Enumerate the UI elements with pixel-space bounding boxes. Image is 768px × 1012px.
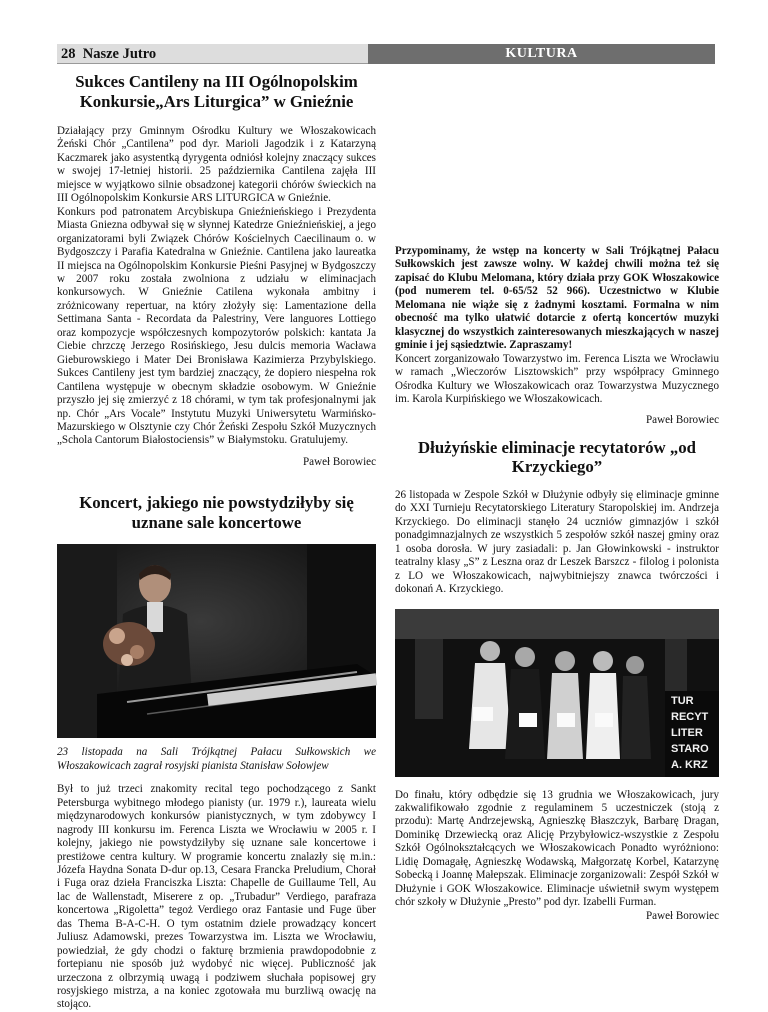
- article2-closing: Koncert zorganizowało Towarzystwo im. Ferenca Liszta we Wrocławiu w ramach „Wieczorów Lisztowskich” przy współpracy Gminnego Ośrodka Kultury we Włoszakowicach oraz Towarzystwa Muzycznego im. Karola Kurpińskiego we Włoszakowicach.: [395, 352, 719, 405]
- section-title: KULTURA: [368, 44, 715, 64]
- article1-paragraph-1: Działający przy Gminnym Ośrodku Kultury we Włoszakowicach Żeński Chór „Cantilena” pod dyr. Marioli Jagodzik i z Katarzyną Kaczmarek jako asystentką dyrygenta odniósł kolejny znaczący sukces w swojej 17-letniej historii. 25 października Cantilena zajęła III miejsce w wyjątkowo silnie obsadzonej kategorii chórów świeckich na III Ogólnopolskim Konkursie ARS LITURGICA w Gnieźnie.: [57, 125, 376, 205]
- header-left: [57, 44, 368, 64]
- banner-line: A. KRZ: [671, 758, 708, 771]
- banner-line: RECYT: [671, 710, 709, 723]
- page-header: [57, 44, 715, 64]
- left-column: [57, 70, 376, 1011]
- article2-title: Koncert, jakiego nie powstydziłyby się uznane sale koncertowe: [79, 493, 354, 532]
- article2-paragraph-1: Był to już trzeci znakomity recital tego pochodzącego z Sankt Petersburga wybitnego młodego pianisty (ur. 1979 r.), laureata wielu międzynarodowych konkursów pianistycznych, w tym zdobywcy I nagrody III konkursu im. Ferenca Liszta we Wrocławiu w 2005 r. I kolejny, jakiego nie powstydziłyby się uznane sale koncertowe i prestiżowe centra kultury. W programie koncertu znalazły się m.in.: Józefa Haydna Sonata D-dur op.13, Cesara Francka Preludium, Chorał i Fuga oraz dzieła Franciszka Liszta: Chapelle de Guillaume Tell, Au lac de Wallenstadt, Miserere z op. „Trubadur” Verdiego, parafraza koncertowa „Rigoletta” tegoż Verdiego oraz Fantasie und Fuge über das Thema B-A-C-H. O tym ostatnim dziele prowadzący koncert Juliusz Adamowski, prezes Towarzystwa im. Liszta we Wrocławiu, powiedział, że gdy chodzi o fakturę brzmienia prawdopodobnie z fortepianu nie sposób już wydobyć nic więcej. Publiczność jak urzeczona z olbrzymią uwagą i podziwem słuchała popisowej gry rosyjskiego mistrza, a na koniec zgotowała mu burzliwą owację na stojąco.: [57, 783, 376, 1011]
- banner-line: TUR: [671, 694, 694, 707]
- article3-author: Paweł Borowiec: [645, 909, 719, 922]
- pianist-photo-caption: 23 listopada na Sali Trójkątnej Pałacu Sułkowskich we Włoszakowicach zagrał rosyjski pianista Stanisław Sołowjew: [57, 746, 376, 772]
- article3-paragraph-2: Do finału, który odbędzie się 13 grudnia we Włoszakowicach, jury zakwalifikowało zgodnie z regulaminem 5 uczestniczek (stoją z przodu): Martę Andrzejewską, Agnieszkę Błaszczyk, Barbarę Dragan, Dominikę Drzewiecką oraz Alicję Przybyłowicz-wszystkie z Zespołu Szkół Ogólnokształcących we Włoszakowicach Ponadto wyróżniono: Lidię Domagałę, Agnieszkę Wodawską, Małgorzatę Korbel, Katarzynę Sobecką i Joannę Małepszak. Eliminacje zorganizowali: Zespół Szkół w Dłużynie i GOK Włoszakowice. Eliminacje uświetnił swym występem chór szkoły w Dłużynie „Presto” pod dyr. Izabelli Furman.: [395, 788, 719, 909]
- banner-line: LITER: [671, 726, 703, 739]
- article3-paragraph-1: 26 listopada w Zespole Szkół w Dłużynie odbyły się eliminacje gminne do XXI Turnieju Recytatorskiego Literatury Staropolskiej im. Andrzeja Krzyckiego. Do eliminacji stanęło 24 uczniów gimnazjów i szkół ponadgimnazjalnych ze wszystkich 5 zespołów szkół naszej gminy oraz 1 osoba dorosła. W jury zasiadali: p. Jan Głowinkowski - instruktor teatralny klasy „S” z Leszna oraz dr Leszek Barszcz - filolog i polonista z LO we Włoszakowicach, najwybitniejszy znawca twórczości i dokonań A. Krzyckiego.: [395, 488, 719, 596]
- pianist-photo-image: [57, 544, 376, 738]
- recitation-photo: [395, 609, 719, 777]
- article1-author: Paweł Borowiec: [302, 455, 376, 468]
- article1-title: Sukces Cantileny na III Ogólnopolskim Konkursie„Ars Liturgica” w Gnieźnie: [75, 72, 358, 111]
- article3-title: Dłużyńskie eliminacje recytatorów „od Krzyckiego”: [418, 437, 696, 477]
- right-column: [395, 70, 719, 923]
- photo-banner: [671, 693, 719, 773]
- publication-name: Nasze Jutro: [82, 46, 157, 62]
- article2-notice-text: Przypominamy, że wstęp na koncerty w Sali Trójkątnej Pałacu Sułkowskich jest zawsze wolny. W każdej chwili można też się zapisać do Klubu Melomana, który działa przy GOK Włoszakowice (pod numerem tel. 0-65/52 52 966). Uczestnictwo w Klubie Melomana nie wiąże się z żadnymi kosztami. Formalna w nim obecność ma tylko ułatwić dotarcie z ofertą koncertów muzyki klasycznej do wszystkich zainteresowanych mieszkających w naszej gminie i jej sąsiedztwie. Zapraszamy!: [395, 245, 719, 352]
- banner-line: STARO: [671, 742, 709, 755]
- article2-author: Paweł Borowiec: [645, 414, 719, 427]
- article1-paragraph-2: Konkurs pod patronatem Arcybiskupa Gnieźnieńskiego i Prezydenta Miasta Gniezna odbywał się w słynnej Katedrze Gnieźnieńskiej, a jego organizatorami byli Związek Chórów Kościelnych Caecilinaum o. w Bydgoszczy i Parafia Katedralna w Gnieźnie. Cantilena jako laureatka II miejsca na Ogólnopolskim Konkursie Pieśni Pasyjnej w Bydgoszczy w 2007 roku została zwolniona z udziału w eliminacjach konkursowych. W Gnieźnie Catilena wykonała ambitny i zróżnicowany repertuar, na który złożyły się: Lamentazione della Settimana Santa - Recordata da Palestriny, Vere languores Lottiego oraz kompozycje współczesnych kompozytorów polskich: kantata Ja Ciebie chrzczę Jerzego Rosińskiego, Jesu dulcis memoria Wacława Gieburowskiego i Mater Dei Bronisława Kazimierza Przybylskiego. Sukces Cantileny jest tym bardziej znaczący, że dopiero niespełna rok Cantilena występuje w obecnym składzie osobowym. W Gnieźnie przyszło jej się zmierzyć z 18 chórami, w tym tak profesjonalnymi jak np. Chór „Ars Vocale” Instytutu Muzyki Uniwersytetu Warmińsko-Mazurskiego w Olsztynie czy Chór Żeński Zespołu Szkół Muzycznych „Schola Cantorum Białostociensis” w Białymstoku. Gratulujemy.: [57, 205, 376, 447]
- pianist-photo: [57, 544, 376, 738]
- page-number: 28: [61, 46, 76, 62]
